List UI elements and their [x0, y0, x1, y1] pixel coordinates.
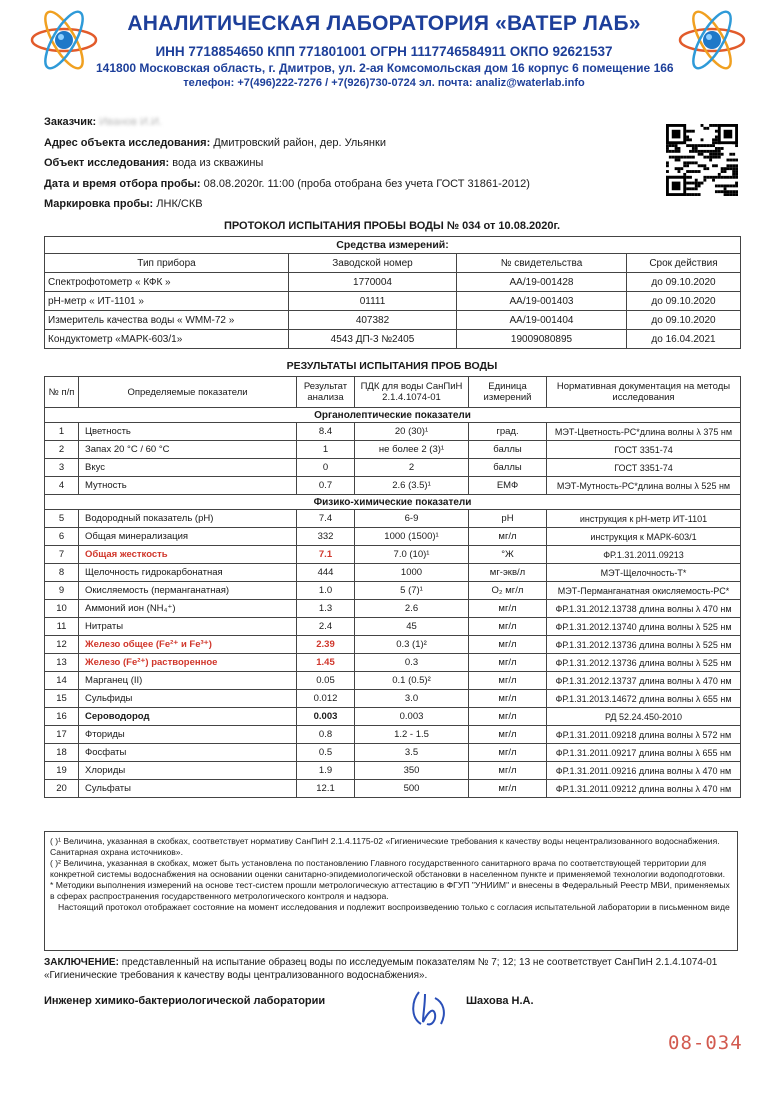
column-header: Тип прибора: [45, 254, 289, 273]
table-row: [45, 690, 741, 708]
address-field: Адрес объекта исследования: Дмитровский район, дер. Ульянки: [44, 137, 386, 149]
footnote: ( )¹ Величина, указанная в скобках, соответствует нормативу СанПиН 2.1.4.1175-02 «Гигиенические требования к качеству воды нецентрализованного водоснабжения. Санитарная охрана источников».: [50, 836, 720, 857]
cell-pdk: 3.0: [355, 690, 469, 708]
cell-pdk: 0.003: [355, 708, 469, 726]
cell-name: Фториды: [79, 726, 297, 744]
table-row: [45, 636, 741, 654]
table-row: [45, 564, 741, 582]
cell-pdk: 500: [355, 780, 469, 798]
cell-name: Железо (Fe²⁺) растворенное: [79, 654, 297, 672]
footnotes: [44, 831, 738, 951]
cell-name: Общая жесткость: [79, 546, 297, 564]
cell-unit: °Ж: [469, 546, 547, 564]
cell-pdk: 0.1 (0.5)²: [355, 672, 469, 690]
cell-method: ФР.1.31.2011.09217 длина волны λ 655 нм: [547, 744, 741, 762]
qr-code-icon: [666, 124, 738, 196]
column-header: Нормативная документация на методы исследования: [547, 377, 741, 408]
cell-n: 14: [45, 672, 79, 690]
cell-pdk: 1000: [355, 564, 469, 582]
cell-unit: мг/л: [469, 690, 547, 708]
cell-pdk: 20 (30)¹: [355, 423, 469, 441]
cell-n: 8: [45, 564, 79, 582]
cell-name: Щелочность гидрокарбонатная: [79, 564, 297, 582]
cell-name: Сульфиды: [79, 690, 297, 708]
cell-method: МЭТ-Мутность-РС*длина волны λ 525 нм: [547, 477, 741, 495]
cell-n: 6: [45, 528, 79, 546]
engineer-role: Инженер химико-бактериологической лаборатории: [44, 995, 326, 1007]
cell-pdk: не более 2 (3)¹: [355, 441, 469, 459]
cell-result: 0.8: [297, 726, 355, 744]
cell-method: ФР.1.31.2011.09212 длина волны λ 470 нм: [547, 780, 741, 798]
table-row: [45, 459, 741, 477]
cell-unit: мг/л: [469, 780, 547, 798]
cell-result: 0.05: [297, 672, 355, 690]
customer-field: Заказчик: Иванов И.И.: [44, 116, 162, 128]
cell-unit: О₂ мг/л: [469, 582, 547, 600]
cell-name: Аммоний ион (NH₄⁺): [79, 600, 297, 618]
table-row: [45, 582, 741, 600]
cell-unit: pH: [469, 510, 547, 528]
cell-name: Фосфаты: [79, 744, 297, 762]
cell-unit: ЕМФ: [469, 477, 547, 495]
cell-method: ФР.1.31.2012.13737 длина волны λ 470 нм: [547, 672, 741, 690]
cell-name: Водородный показатель (pH): [79, 510, 297, 528]
cell-unit: мг/л: [469, 762, 547, 780]
cell-result: 332: [297, 528, 355, 546]
measurement-section-title: Средства измерений:: [45, 237, 741, 254]
cell-name: Цветность: [79, 423, 297, 441]
cell-unit: мг/л: [469, 726, 547, 744]
cell-name: Мутность: [79, 477, 297, 495]
cell-name: Нитраты: [79, 618, 297, 636]
lab-title: АНАЛИТИЧЕСКАЯ ЛАБОРАТОРИЯ «ВАТЕР ЛАБ»: [127, 12, 641, 35]
cell-unit: баллы: [469, 459, 547, 477]
cell-method: РД 52.24.450-2010: [547, 708, 741, 726]
footnote: ( )² Величина, указанная в скобках, может быть установлена по постановлению Главного государственного санитарного врача по соответствующей территории для конкретной системы водоснабжения на основании оценки санитарно-эпидемиологической обстановки в населенном пункте и применяемой технологии водоподготовки.: [50, 858, 726, 879]
table-row: [45, 441, 741, 459]
cell-n: 11: [45, 618, 79, 636]
table-row: [45, 618, 741, 636]
cell-result: 2.39: [297, 636, 355, 654]
measurement-instruments-table: [44, 236, 741, 349]
table-row: [45, 762, 741, 780]
cell-n: 20: [45, 780, 79, 798]
table-row: [45, 546, 741, 564]
cell-unit: мг/л: [469, 744, 547, 762]
cell-result: 0: [297, 459, 355, 477]
table-row: [45, 672, 741, 690]
cell-pdk: 5 (7)¹: [355, 582, 469, 600]
lab-contacts: телефон: +7(496)222-7276 / +7(926)730-0724 эл. почта: analiz@waterlab.info: [183, 77, 585, 89]
lab-ids: ИНН 7718854650 КПП 771801001 ОГРН 1117746584911 ОКПО 92621537: [155, 44, 613, 59]
cell-name: Вкус: [79, 459, 297, 477]
cell-pdk: 45: [355, 618, 469, 636]
cell-result: 7.1: [297, 546, 355, 564]
cell-pdk: 2.6: [355, 600, 469, 618]
cell-name: Марганец (II): [79, 672, 297, 690]
cell-result: 444: [297, 564, 355, 582]
cell-result: 0.012: [297, 690, 355, 708]
cell-result: 1.3: [297, 600, 355, 618]
cell-method: ГОСТ 3351-74: [547, 441, 741, 459]
cell-method: инструкция к pH-метр ИТ-1101: [547, 510, 741, 528]
results-table: [44, 376, 741, 798]
cell-n: 3: [45, 459, 79, 477]
cell-method: МЭТ-Щелочность-Т*: [547, 564, 741, 582]
table-row: [45, 600, 741, 618]
column-header: № свидетельства: [457, 254, 627, 273]
column-header: Определяемые показатели: [79, 377, 297, 408]
cell-n: 16: [45, 708, 79, 726]
cell-pdk: 7.0 (10)¹: [355, 546, 469, 564]
cell-n: 19: [45, 762, 79, 780]
cell-result: 1.45: [297, 654, 355, 672]
engineer-name: Шахова Н.А.: [466, 995, 534, 1007]
cell-result: 1: [297, 441, 355, 459]
cell-name: Сероводород: [79, 708, 297, 726]
customer-value: Иванов И.И.: [99, 116, 162, 128]
table-row: pH-метр « ИТ-1101 » 01111 АА/19-001403 до 09.10.2020: [45, 292, 741, 311]
section-header-row: [45, 495, 741, 510]
cell-name: Запах 20 °С / 60 °С: [79, 441, 297, 459]
cell-pdk: 1000 (1500)¹: [355, 528, 469, 546]
cell-unit: мг/л: [469, 672, 547, 690]
atom-logo-icon: [28, 10, 100, 70]
cell-name: Сульфаты: [79, 780, 297, 798]
cell-result: 12.1: [297, 780, 355, 798]
footnote: Настоящий протокол отображает состояние на момент исследования и подлежит воспроизведению только с согласия испытательной лаборатории в письменном виде: [58, 902, 730, 912]
conclusion: ЗАКЛЮЧЕНИЕ: представленный на испытание образец воды по исследуемым показателям № 7; 12; 13 не соответствует СанПиН 2.1.4.1074-01 «Гигиенические требования к качеству воды централизованного водоснабжения».: [44, 957, 718, 981]
cell-unit: мг/л: [469, 636, 547, 654]
cell-unit: град.: [469, 423, 547, 441]
cell-method: ФР.1.31.2011.09218 длина волны λ 572 нм: [547, 726, 741, 744]
cell-method: инструкция к МАРК-603/1: [547, 528, 741, 546]
cell-result: 0.5: [297, 744, 355, 762]
table-row: [45, 744, 741, 762]
sampling-date-field: Дата и время отбора пробы: 08.08.2020г. 11:00 (проба отобрана без учета ГОСТ 31861-2012): [44, 178, 530, 190]
signature-icon: [405, 984, 453, 1032]
cell-method: ФР.1.31.2011.09216 длина волны λ 470 нм: [547, 762, 741, 780]
cell-n: 10: [45, 600, 79, 618]
table-row: [45, 708, 741, 726]
cell-pdk: 3.5: [355, 744, 469, 762]
cell-method: ГОСТ 3351-74: [547, 459, 741, 477]
table-row: Кондуктометр «МАРК-603/1» 4543 ДП-3 №2405 19009080895 до 16.04.2021: [45, 330, 741, 349]
table-row: [45, 528, 741, 546]
cell-name: Железо общее (Fe²⁺ и Fe³⁺): [79, 636, 297, 654]
column-header: Заводской номер: [289, 254, 457, 273]
cell-n: 7: [45, 546, 79, 564]
column-header: Результат анализа: [297, 377, 355, 408]
cell-pdk: 0.3 (1)²: [355, 636, 469, 654]
cell-method: ФР.1.31.2012.13740 длина волны λ 525 нм: [547, 618, 741, 636]
cell-pdk: 1.2 - 1.5: [355, 726, 469, 744]
cell-result: 0.7: [297, 477, 355, 495]
cell-unit: мг/л: [469, 708, 547, 726]
cell-method: ФР.1.31.2012.13738 длина волны λ 470 нм: [547, 600, 741, 618]
cell-pdk: 2: [355, 459, 469, 477]
cell-n: 5: [45, 510, 79, 528]
cell-method: МЭТ-Перманганатная окисляемость-РС*: [547, 582, 741, 600]
cell-unit: баллы: [469, 441, 547, 459]
table-row: [45, 423, 741, 441]
table-row: Измеритель качества воды « WMM-72 » 407382 АА/19-001404 до 09.10.2020: [45, 311, 741, 330]
section-header-row: [45, 408, 741, 423]
footnote: * Методики выполнения измерений на основе тест-систем прошли метрологическую аттестацию в ФГУП "УНИИМ" и внесены в Федеральный Реестр МВИ, применяемых в сферах распространения государственного метрологического контроля и надзора.: [50, 880, 730, 901]
cell-name: Окисляемость (перманганатная): [79, 582, 297, 600]
cell-result: 1.9: [297, 762, 355, 780]
cell-result: 8.4: [297, 423, 355, 441]
cell-pdk: 350: [355, 762, 469, 780]
cell-pdk: 6-9: [355, 510, 469, 528]
cell-name: Хлориды: [79, 762, 297, 780]
column-header: Единица измерений: [469, 377, 547, 408]
table-row: [45, 477, 741, 495]
table-row: Спектрофотометр « КФК » 1770004 АА/19-001428 до 09.10.2020: [45, 273, 741, 292]
table-row: [45, 510, 741, 528]
cell-n: 4: [45, 477, 79, 495]
cell-result: 0.003: [297, 708, 355, 726]
column-header: Срок действия: [627, 254, 741, 273]
document-stamp: 08-034: [668, 1032, 743, 1054]
protocol-title: ПРОТОКОЛ ИСПЫТАНИЯ ПРОБЫ ВОДЫ № 034 от 10.08.2020г.: [223, 220, 561, 232]
table-row: [45, 780, 741, 798]
lab-address: 141800 Московская область, г. Дмитров, ул. 2-ая Комсомольская дом 16 корпус 6 помещение 166: [96, 61, 674, 75]
section-header: Физико-химические показатели: [45, 495, 741, 510]
marking-field: Маркировка пробы: ЛНК/СКВ: [44, 198, 203, 210]
object-field: Объект исследования: вода из скважины: [44, 157, 264, 169]
cell-result: 1.0: [297, 582, 355, 600]
cell-n: 12: [45, 636, 79, 654]
column-header: № п/п: [45, 377, 79, 408]
cell-unit: мг/л: [469, 528, 547, 546]
cell-n: 1: [45, 423, 79, 441]
cell-pdk: 0.3: [355, 654, 469, 672]
cell-result: 7.4: [297, 510, 355, 528]
cell-method: ФР.1.31.2012.13736 длина волны λ 525 нм: [547, 636, 741, 654]
cell-method: ФР.1.31.2012.13736 длина волны λ 525 нм: [547, 654, 741, 672]
atom-logo-icon: [676, 10, 748, 70]
cell-n: 17: [45, 726, 79, 744]
cell-result: 2.4: [297, 618, 355, 636]
cell-unit: мг-экв/л: [469, 564, 547, 582]
cell-n: 9: [45, 582, 79, 600]
cell-unit: мг/л: [469, 600, 547, 618]
cell-method: ФР.1.31.2013.14672 длина волны λ 655 нм: [547, 690, 741, 708]
cell-method: МЭТ-Цветность-РС*длина волны λ 375 нм: [547, 423, 741, 441]
cell-n: 13: [45, 654, 79, 672]
table-row: [45, 726, 741, 744]
cell-n: 15: [45, 690, 79, 708]
cell-method: ФР.1.31.2011.09213: [547, 546, 741, 564]
results-title: РЕЗУЛЬТАТЫ ИСПЫТАНИЯ ПРОБ ВОДЫ: [286, 360, 498, 372]
cell-unit: мг/л: [469, 618, 547, 636]
cell-n: 18: [45, 744, 79, 762]
cell-unit: мг/л: [469, 654, 547, 672]
cell-n: 2: [45, 441, 79, 459]
section-header: Органолептические показатели: [45, 408, 741, 423]
table-row: [45, 654, 741, 672]
column-header: ПДК для воды СанПиН 2.1.4.1074-01: [355, 377, 469, 408]
cell-pdk: 2.6 (3.5)¹: [355, 477, 469, 495]
cell-name: Общая минерализация: [79, 528, 297, 546]
